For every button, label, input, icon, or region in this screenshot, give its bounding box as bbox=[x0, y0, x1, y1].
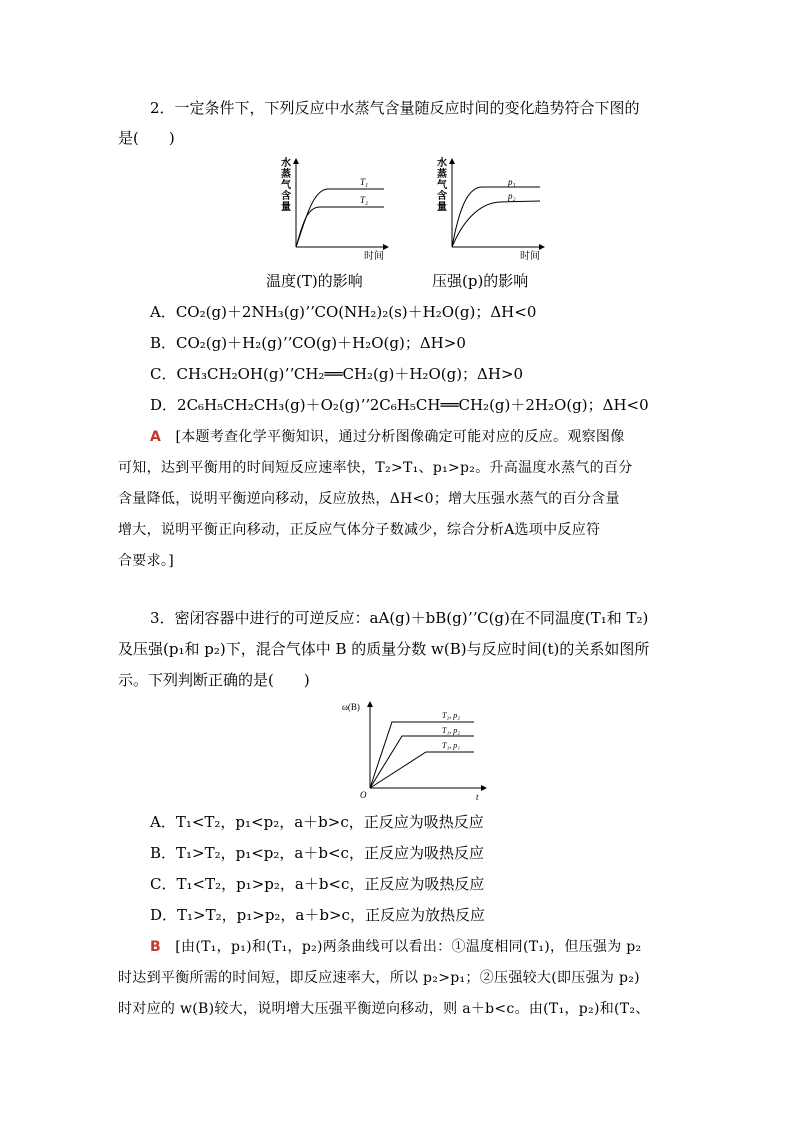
q3-stem-line2: 及压强(p₁和 p₂)下，混合气体中 B 的质量分数 w(B)与反应时间(t)的关系如图所 bbox=[118, 640, 650, 658]
q2-explanation-line4: 增大，说明平衡正向移动，正反应气体分子数减少，综合分析A选项中反应符 bbox=[118, 522, 601, 538]
q2-right-ylabel: 水蒸气含量 bbox=[437, 158, 447, 213]
q2-explanation-line5: 合要求。] bbox=[118, 553, 174, 569]
q2-option-c: C．CH₃CH₂OH(g)ʼʼCH₂══CH₂(g)＋H₂O(g)；ΔH>0 bbox=[150, 365, 524, 383]
series-label-T2: T₂ bbox=[360, 195, 369, 205]
q2-answer: A bbox=[150, 429, 162, 445]
series-label-T1-p2: T₁, p₂ bbox=[442, 726, 461, 735]
q3-stem-line1: 3．密闭容器中进行的可逆反应：aA(g)＋bB(g)ʼʼC(g)在不同温度(T₁和 T₂) bbox=[150, 609, 649, 627]
curve-T2 bbox=[296, 207, 384, 247]
series-label-p2: p₂ bbox=[508, 191, 516, 201]
q2-stem-line2: 是( ) bbox=[118, 129, 175, 147]
q3-option-b: B．T₁>T₂，p₁<p₂，a＋b<c，正反应为吸热反应 bbox=[150, 844, 484, 862]
y-axis-label: ω(B) bbox=[342, 702, 360, 712]
curve-T1 bbox=[296, 189, 384, 247]
q3-stem-line3: 示。下列判断正确的是( ) bbox=[118, 671, 310, 689]
q3-option-c: C．T₁<T₂，p₁>p₂，a＋b<c，正反应为吸热反应 bbox=[150, 875, 485, 893]
series-label-T2-p2: T₂, p₂ bbox=[442, 711, 461, 720]
q2-option-a: A．CO₂(g)＋2NH₃(g)ʼʼCO(NH₂)₂(s)＋H₂O(g)；ΔH<0 bbox=[150, 303, 537, 321]
q3-figure-wB bbox=[340, 700, 490, 805]
curve-p1 bbox=[452, 187, 540, 247]
curve-p2 bbox=[452, 201, 540, 247]
curve-T1-p1 bbox=[370, 752, 474, 788]
series-label-T1-p1: T₁, p₁ bbox=[442, 741, 461, 750]
q2-figure-pressure bbox=[436, 155, 546, 265]
q2-stem-line1: 2．一定条件下，下列反应中水蒸气含量随反应时间的变化趋势符合下图的 bbox=[150, 99, 640, 117]
series-label-T1: T₁ bbox=[360, 177, 369, 187]
series-label-p1: p₁ bbox=[508, 177, 516, 187]
q2-explanation-line2: 可知，达到平衡用的时间短反应速率快，T₂>T₁、p₁>p₂。升高温度水蒸气的百分 bbox=[118, 460, 633, 476]
q2-explanation-line3: 含量降低，说明平衡逆向移动，反应放热，ΔH<0；增大压强水蒸气的百分含量 bbox=[118, 491, 620, 507]
q2-left-caption: 温度(T)的影响 bbox=[266, 272, 363, 290]
q2-option-d: D．2C₆H₅CH₂CH₃(g)＋O₂(g)ʼʼ2C₆H₅CH══CH₂(g)＋2H₂O(g)；ΔH<0 bbox=[150, 396, 649, 414]
q2-option-b: B．CO₂(g)＋H₂(g)ʼʼCO(g)＋H₂O(g)；ΔH>0 bbox=[150, 334, 466, 352]
q3-answer: B bbox=[150, 939, 161, 955]
q2-right-caption: 压强(p)的影响 bbox=[432, 272, 529, 290]
origin-label: O bbox=[360, 790, 367, 800]
q2-explanation-line1: A [本题考查化学平衡知识，通过分析图像确定可能对应的反应。观察图像 bbox=[150, 429, 625, 445]
q3-option-d: D．T₁>T₂，p₁>p₂，a＋b>c，正反应为放热反应 bbox=[150, 906, 485, 924]
q3-explanation-line2: 时达到平衡所需的时间短，即反应速率大，所以 p₂>p₁；②压强较大(即压强为 p₂) bbox=[118, 970, 640, 986]
q3-option-a: A．T₁<T₂，p₁<p₂，a＋b>c，正反应为吸热反应 bbox=[150, 813, 484, 831]
q2-figure-temperature bbox=[280, 155, 390, 265]
q3-explanation-line3: 时对应的 w(B)较大，说明增大压强平衡逆向移动，则 a＋b<c。由(T₁，p₂)和(T₂、 bbox=[118, 1001, 650, 1017]
x-axis-label: 时间 bbox=[520, 251, 540, 262]
x-axis-label: 时间 bbox=[364, 251, 384, 262]
q3-explanation-line1: B [由(T₁，p₁)和(T₁，p₂)两条曲线可以看出：①温度相同(T₁)，但压强为 p₂ bbox=[150, 939, 642, 955]
x-axis-label: t bbox=[476, 792, 479, 802]
q2-left-ylabel: 水蒸气含量 bbox=[281, 158, 291, 213]
